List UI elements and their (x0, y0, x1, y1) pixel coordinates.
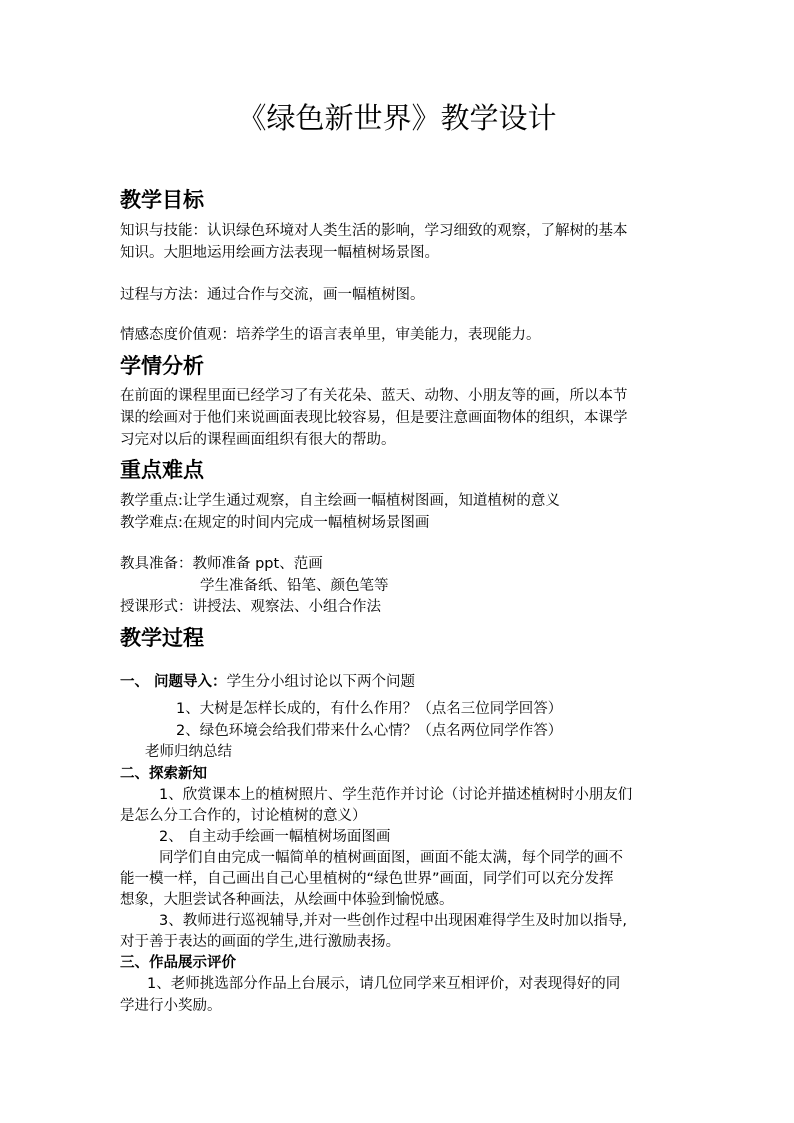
process-step1-label: 一、 问题导入： (120, 674, 227, 690)
process-step2-3-line1: 3、教师进行巡视辅导,并对一些创作过程中出现困难得学生及时加以指导, (159, 913, 627, 929)
goals-knowledge-line2: 知识。大胆地运用绘画方法表现一幅植树场景图。 (120, 245, 439, 261)
process-step2-3-line2: 对于善于表达的画面的学生,进行激励表扬。 (120, 934, 401, 950)
section-heading-goals: 教学目标 (120, 187, 204, 212)
process-summary: 老师归纳总结 (145, 744, 232, 760)
process-step2-1-line1: 1、欣赏课本上的植树照片、学生范作并讨论（讨论并描述植树时小朋友们 (159, 787, 633, 803)
analysis-line1: 在前面的课程里面已经学习了有关花朵、蓝天、动物、小朋友等的画，所以本节 (120, 388, 628, 404)
process-step2-1-line2: 是怎么分工合作的，讨论植树的意义） (120, 808, 367, 824)
process-step3-label: 三、作品展示评价 (120, 955, 236, 971)
goals-knowledge-line1: 知识与技能：认识绿色环境对人类生活的影响，学习细致的观察，了解树的基本 (120, 223, 628, 239)
section-heading-analysis: 学情分析 (120, 353, 204, 378)
process-step1-text: 学生分小组讨论以下两个问题 (226, 674, 416, 690)
keypoints-difficult: 教学难点:在规定的时间内完成一幅植树场景图画 (120, 515, 430, 531)
process-step2-2-line2: 能一模一样，自己画出自己心里植树的“绿色世界”画面，同学们可以充分发挥 (120, 871, 614, 887)
analysis-line3: 习完对以后的课程画面组织有很大的帮助。 (120, 432, 396, 448)
process-step2-2: 2、 自主动手绘画一幅植树场面图画 (159, 829, 391, 845)
keypoints-tools-line2: 学生准备纸、铅笔、颜色笔等 (200, 578, 389, 594)
process-step1 (120, 671, 415, 693)
process-question1: 1、大树是怎样长成的，有什么作用？（点名三位同学回答） (176, 701, 563, 717)
process-question2: 2、绿色环境会给我们带来什么心情？（点名两位同学作答） (176, 723, 563, 739)
process-step3-1-line2: 学进行小奖励。 (120, 998, 222, 1014)
keypoints-tools-line1: 教具准备：教师准备 ppt、范画 (120, 556, 323, 572)
keypoints-key: 教学重点:让学生通过观察，自主绘画一幅植树图画，知道植树的意义 (120, 493, 560, 509)
process-step2-2-line3: 想象，大胆尝试各种画法，从绘画中体验到愉悦感。 (120, 892, 454, 908)
process-step2-label: 二、探索新知 (120, 766, 207, 782)
process-step2-2-line1: 同学们自由完成一幅简单的植树画面图，画面不能太满，每个同学的画不 (159, 850, 623, 866)
section-heading-keypoints: 重点难点 (120, 457, 204, 482)
section-heading-process: 教学过程 (120, 625, 204, 650)
process-step3-1-line1: 1、老师挑选部分作品上台展示，请几位同学来互相评价，对表现得好的同 (147, 976, 621, 992)
goals-emotion: 情感态度价值观：培养学生的语言表单里，审美能力，表现能力。 (120, 327, 541, 343)
analysis-line2: 课的绘画对于他们来说画面表现比较容易，但是要注意画面物体的组织，本课学 (120, 410, 628, 426)
goals-process: 过程与方法：通过合作与交流，画一幅植树图。 (120, 287, 425, 303)
page-title: 《绿色新世界》教学设计 (237, 101, 557, 135)
keypoints-form: 授课形式：讲授法、观察法、小组合作法 (120, 599, 381, 615)
